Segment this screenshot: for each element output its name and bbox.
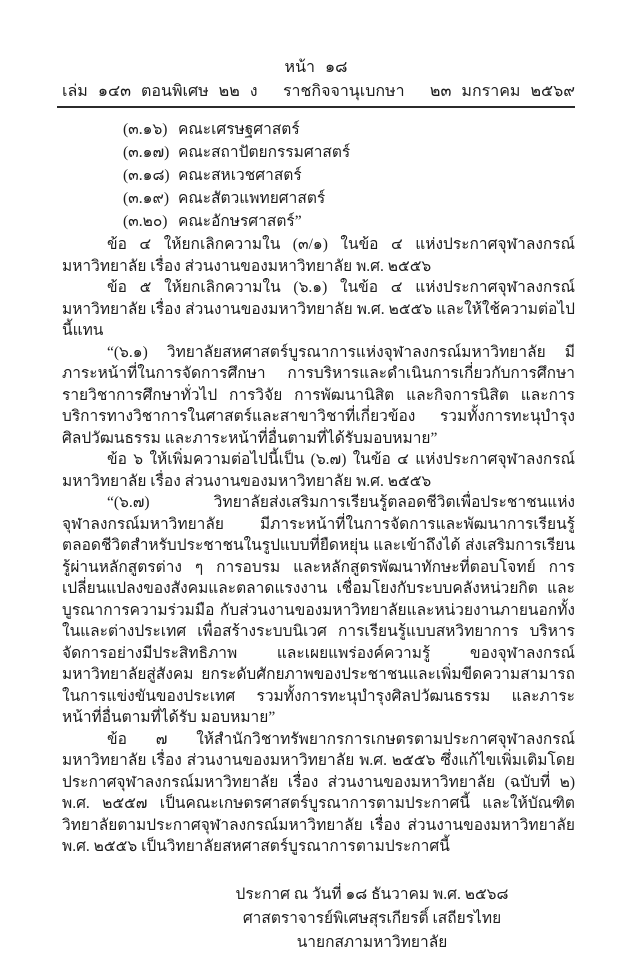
clause-7: ข้อ ๗ ให้สำนักวิชาทรัพยากรการเกษตรตามประกาศจุฬาลงกรณ์มหาวิทยาลัย เรื่อง ส่วนงานของมหาวิทยาลัย พ.ศ. ๒๕๕๖ ซึ่งแก้ไขเพิ่มเติมโดยประกาศจุฬาลงกรณ์มหาวิทยาลัย เรื่อง ส่วนงานของมหาวิทยาลัย (ฉบับที่ ๒) พ.ศ. ๒๕๕๗ เป็นคณะเกษตรศาสตร์บูรณาการตามประกาศนี้ และให้บัณฑิตวิทยาลัยตามประกาศจุฬาลงกรณ์มหาวิทยาลัย เรื่อง ส่วนงานของมหาวิทยาลัย พ.ศ. ๒๕๕๖ เป็นวิทยาลัยสหศาสตร์บูรณาการตามประกาศนี้ <box>62 730 575 855</box>
clause-6-1-text: “(๖.๑) วิทยาลัยสหศาสตร์บูรณาการแห่งจุฬาลงกรณ์มหาวิทยาลัย มีภาระหน้าที่ในการจัดการศึกษา การบริหารและดำเนินการเกี่ยวกับการศึกษารายวิชาการศึกษาทั่วไป การวิจัย การพัฒนานิสิต และกิจการนิสิต และการบริการทางวิชาการในศาสตร์และสาขาวิชาที่เกี่ยวข้อง รวมทั้งการทะนุบำรุง ศิลปวัฒนธรรม และภาระหน้าที่อื่นตามที่ได้รับมอบหมาย” <box>62 343 575 447</box>
header-rule <box>57 106 575 108</box>
document-body <box>62 119 575 955</box>
list-item-name: คณะเศรษฐศาสตร์ <box>178 121 300 138</box>
list-item-name: คณะอักษรศาสตร์” <box>178 213 302 230</box>
clause-6: ข้อ ๖ ให้เพิ่มความต่อไปนี้เป็น (๖.๗) ในข้อ ๔ แห่งประกาศจุฬาลงกรณ์มหาวิทยาลัย เรื่อง ส่วนงานของมหาวิทยาลัย พ.ศ. ๒๕๕๖ <box>62 451 575 490</box>
clause-4: ข้อ ๔ ให้ยกเลิกความใน (๓/๑) ในข้อ ๔ แห่งประกาศจุฬาลงกรณ์มหาวิทยาลัย เรื่อง ส่วนงานของมหาวิทยาลัย พ.ศ. ๒๕๕๖ <box>62 236 575 275</box>
list-item <box>123 142 575 165</box>
faculty-list <box>123 119 575 234</box>
list-item-number: (๓.๑๘) <box>123 167 170 184</box>
list-item <box>123 211 575 234</box>
list-item-name: คณะสถาปัตยกรรมศาสตร์ <box>178 144 351 161</box>
signatory-name: ศาสตราจารย์พิเศษสุรเกียรติ์ เสถียรไทย <box>242 909 502 927</box>
list-item-number: (๓.๑๙) <box>123 190 169 207</box>
page-number: หน้า ๑๘ <box>284 59 348 76</box>
clause-6-7-text: “(๖.๗) วิทยาลัยส่งเสริมการเรียนรู้ตลอดชีวิตเพื่อประชาชนแห่งจุฬาลงกรณ์มหาวิทยาลัย มีภาระหน้าที่ในการจัดการและพัฒนาการเรียนรู้ตลอดชีวิตสำหรับประชาชนในรูปแบบที่ยืดหยุ่น และเข้าถึงได้ ส่งเสริมการเรียนรู้ผ่านหลักสูตรต่าง ๆ การอบรม และหลักสูตรพัฒนาทักษะที่ตอบโจทย์ การเปลี่ยนแปลงของสังคมและตลาดแรงงาน เชื่อมโยงกับระบบคลังหน่วยกิต และบูรณาการความร่วมมือ กับส่วนงานของมหาวิทยาลัยและหน่วยงานภายนอกทั้งในและต่างประเทศ เพื่อสร้างระบบนิเวศ การเรียนรู้แบบสหวิทยาการ บริหารจัดการอย่างมีประสิทธิภาพ และเผยแพร่องค์ความรู้ ของจุฬาลงกรณ์มหาวิทยาลัยสู่สังคม ยกระดับศักยภาพของประชาชนและเพิ่มขีดความสามารถ ในการแข่งขันของประเทศ รวมทั้งการทะนุบำรุงศิลปวัฒนธรรม และภาระหน้าที่อื่นตามที่ได้รับ มอบหมาย” <box>62 494 575 726</box>
list-item <box>123 188 575 211</box>
list-item <box>123 165 575 188</box>
signature-block <box>202 883 542 955</box>
list-item <box>123 119 575 142</box>
list-item-number: (๓.๑๖) <box>123 121 168 138</box>
gazette-name: ราชกิจจานุเบกษา <box>282 83 405 100</box>
list-item-number: (๓.๑๗) <box>123 144 170 161</box>
list-item-name: คณะสหเวชศาสตร์ <box>178 167 302 184</box>
clause-5: ข้อ ๕ ให้ยกเลิกความใน (๖.๑) ในข้อ ๔ แห่งประกาศจุฬาลงกรณ์มหาวิทยาลัย เรื่อง ส่วนงานของมหาวิทยาลัย พ.ศ. ๒๕๕๖ และให้ใช้ความต่อไปนี้แทน <box>62 279 575 339</box>
list-item-number: (๓.๒๐) <box>123 213 168 230</box>
signatory-title: นายกสภามหาวิทยาลัย <box>296 933 448 951</box>
masthead <box>62 82 575 102</box>
volume-info: เล่ม ๑๔๓ ตอนพิเศษ ๒๒ ง <box>62 83 258 100</box>
announcement-date: ประกาศ ณ วันที่ ๑๘ ธันวาคม พ.ศ. ๒๕๖๘ <box>235 885 509 903</box>
list-item-name: คณะสัตวแพทยศาสตร์ <box>178 190 326 207</box>
gazette-date: ๒๓ มกราคม ๒๕๖๙ <box>429 83 575 100</box>
